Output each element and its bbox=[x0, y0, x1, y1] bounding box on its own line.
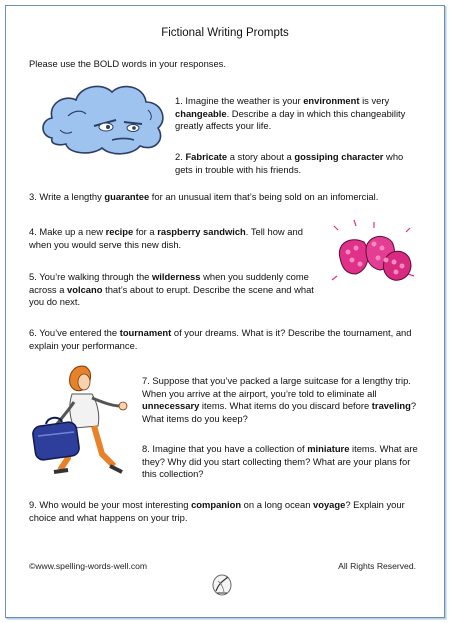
bold-word: wilderness bbox=[152, 271, 201, 282]
prompt-text: of your dreams. What is it? Describe the tournament, and explain your performance. bbox=[29, 327, 412, 351]
prompt-text: for an unusual item that’s being sold on an infomercial. bbox=[149, 191, 379, 202]
bold-word: unnecessary bbox=[142, 400, 200, 412]
bold-word: companion bbox=[191, 499, 242, 510]
prompt-text: is very bbox=[359, 95, 390, 106]
bold-word: gossiping character bbox=[294, 151, 384, 162]
bold-word: guarantee bbox=[104, 191, 150, 202]
footer-copyright: ©www.spelling-words-well.com bbox=[29, 561, 148, 571]
prompt-text: a story about a bbox=[227, 151, 295, 162]
prompt-4 bbox=[29, 226, 325, 251]
prompt-text: 5. You’re walking through the bbox=[29, 271, 153, 282]
cloud-face-icon bbox=[38, 80, 170, 156]
bold-word: raspberry sandwich bbox=[157, 226, 246, 237]
prompt-text: for a bbox=[133, 226, 158, 237]
raspberries-icon bbox=[328, 218, 420, 298]
prompt-text: who gets in trouble with his friends. bbox=[175, 151, 404, 175]
traveler-with-suitcase-icon bbox=[28, 362, 140, 480]
prompt-6 bbox=[29, 327, 424, 352]
prompt-text: ? Explain your choice and what happens on your trip. bbox=[29, 499, 405, 523]
prompt-text: 4. Make up a new bbox=[29, 226, 106, 237]
prompt-text: 3. Write a lengthy bbox=[29, 191, 105, 202]
prompt-1 bbox=[175, 95, 421, 133]
prompt-text: items. What are they? Why did you start collecting them? What are your plans for this collection? bbox=[142, 443, 418, 480]
bold-word: traveling bbox=[371, 400, 411, 412]
bold-word: miniature bbox=[307, 443, 350, 454]
prompt-text: 2. bbox=[175, 151, 186, 162]
prompt-text: 6. You’ve entered the bbox=[29, 327, 120, 338]
bold-word: Fabricate bbox=[185, 151, 228, 162]
bold-word: voyage bbox=[313, 499, 346, 510]
bold-word: recipe bbox=[105, 226, 134, 237]
prompt-2 bbox=[175, 151, 421, 176]
prompt-text: . Tell how and when you would serve this new dish. bbox=[29, 226, 303, 250]
instructions: Please use the BOLD words in your responses. bbox=[29, 58, 226, 69]
prompt-text: 7. Suppose that you’ve packed a large suitcase for a lengthy trip. When you arrive at the airport, you’re told to eliminate all bbox=[142, 375, 411, 399]
prompt-5 bbox=[29, 271, 325, 309]
prompt-text: when you suddenly come across a bbox=[29, 271, 309, 295]
prompt-text: 1. Imagine the weather is your bbox=[175, 95, 304, 106]
bold-word: environment bbox=[303, 95, 360, 106]
prompt-text: ? What items do you keep? bbox=[142, 400, 417, 424]
bold-word: changeable bbox=[175, 107, 227, 119]
page-title: Fictional Writing Prompts bbox=[161, 27, 289, 39]
prompt-text: items. What items do you discard before bbox=[199, 400, 372, 412]
prompt-9 bbox=[29, 499, 424, 524]
prompt-8 bbox=[142, 443, 424, 481]
prompt-7 bbox=[142, 375, 424, 425]
site-logo-icon bbox=[211, 573, 233, 597]
prompt-text: . Describe a day in which this changeability greatly affects your life. bbox=[175, 107, 406, 132]
prompt-3 bbox=[29, 191, 429, 204]
bold-word: volcano bbox=[67, 283, 103, 295]
prompt-text: 8. Imagine that you have a collection of bbox=[142, 443, 308, 454]
prompt-text: 9. Who would be your most interesting bbox=[29, 499, 192, 510]
bold-word: tournament bbox=[119, 327, 172, 338]
prompt-text: on a long ocean bbox=[241, 499, 314, 510]
prompt-text: that’s about to erupt. Describe the scene and what you do next. bbox=[29, 283, 314, 308]
footer-rights: All Rights Reserved. bbox=[338, 561, 416, 571]
